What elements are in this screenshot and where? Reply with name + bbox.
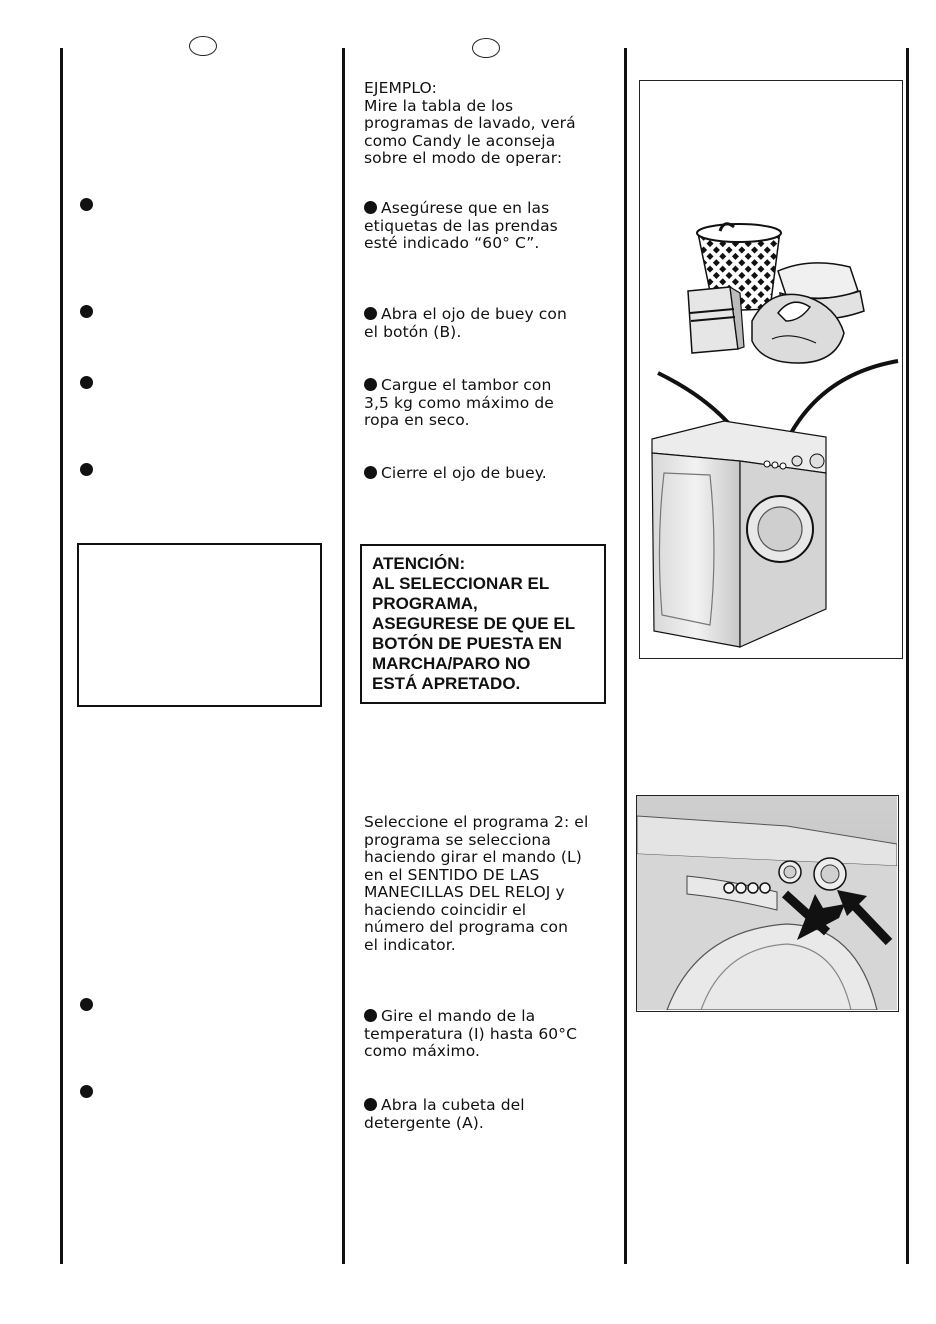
bullet-icon [80,463,93,476]
bullet-icon [364,307,377,320]
bullet-icon [364,201,377,214]
bullet-icon [364,1009,377,1022]
bullet-icon [80,1085,93,1098]
step-label-check: Asegúrese que en las etiquetas de las prendas esté indicado “60° C”. [364,199,558,252]
program-select-text: Seleccione el programa 2: el programa se selecciona haciendo girar el mando (L) en el SENTIDO DE LAS MANECILLAS DEL RELOJ y haciendo coincidir el número del programa con el indicator. [364,813,589,954]
washing-machine-icon [652,421,826,647]
language-marker-middle [472,38,500,58]
step-load-drum: Cargue el tambor con 3,5 kg como máximo de ropa en seco. [364,376,554,429]
example-line: como Candy le aconseja [364,131,556,150]
bullet-icon [80,998,93,1011]
program-knob-icon [814,858,846,890]
step-temperature: Gire el mando de la temperatura (I) hasta 60°C como máximo. [364,1007,578,1060]
step-detergent: Abra la cubeta del detergente (A). [364,1096,525,1132]
warning-text: ATENCIÓN: AL SELECCIONAR EL PROGRAMA, ASEGURESE DE QUE EL BOTÓN DE PUESTA EN MARCHA/PARO NO ESTÁ APRETADO. [372,554,576,693]
column-rule-right [624,48,627,1264]
example-line: sobre el modo de operar: [364,149,563,167]
example-heading: EJEMPLO: [364,79,437,97]
example-block [364,80,576,168]
laundry-loading-svg [640,81,901,657]
language-marker-left [189,36,217,56]
bullet-icon [80,305,93,318]
column-rule-far-right [906,48,909,1264]
step-close-door: Cierre el ojo de buey. [364,465,547,483]
bullet-icon [80,198,93,211]
temperature-knob-icon [779,861,801,883]
detergent-box-icon [688,287,744,353]
example-line: Mire la tabla de los [364,96,514,115]
control-knob-illustration [636,795,899,1012]
empty-warning-box [77,543,322,707]
column-rule-left [60,48,63,1264]
bullet-icon [364,466,377,479]
bullet-icon [364,1098,377,1111]
control-knob-svg [637,796,897,1010]
step-open-door: Abra el ojo de buey con el botón (B). [364,305,567,341]
laundry-loading-illustration [639,80,903,659]
bullet-icon [80,376,93,389]
column-rule-middle [342,48,345,1264]
example-line: programas de lavado, verá [364,114,576,132]
bullet-icon [364,378,377,391]
